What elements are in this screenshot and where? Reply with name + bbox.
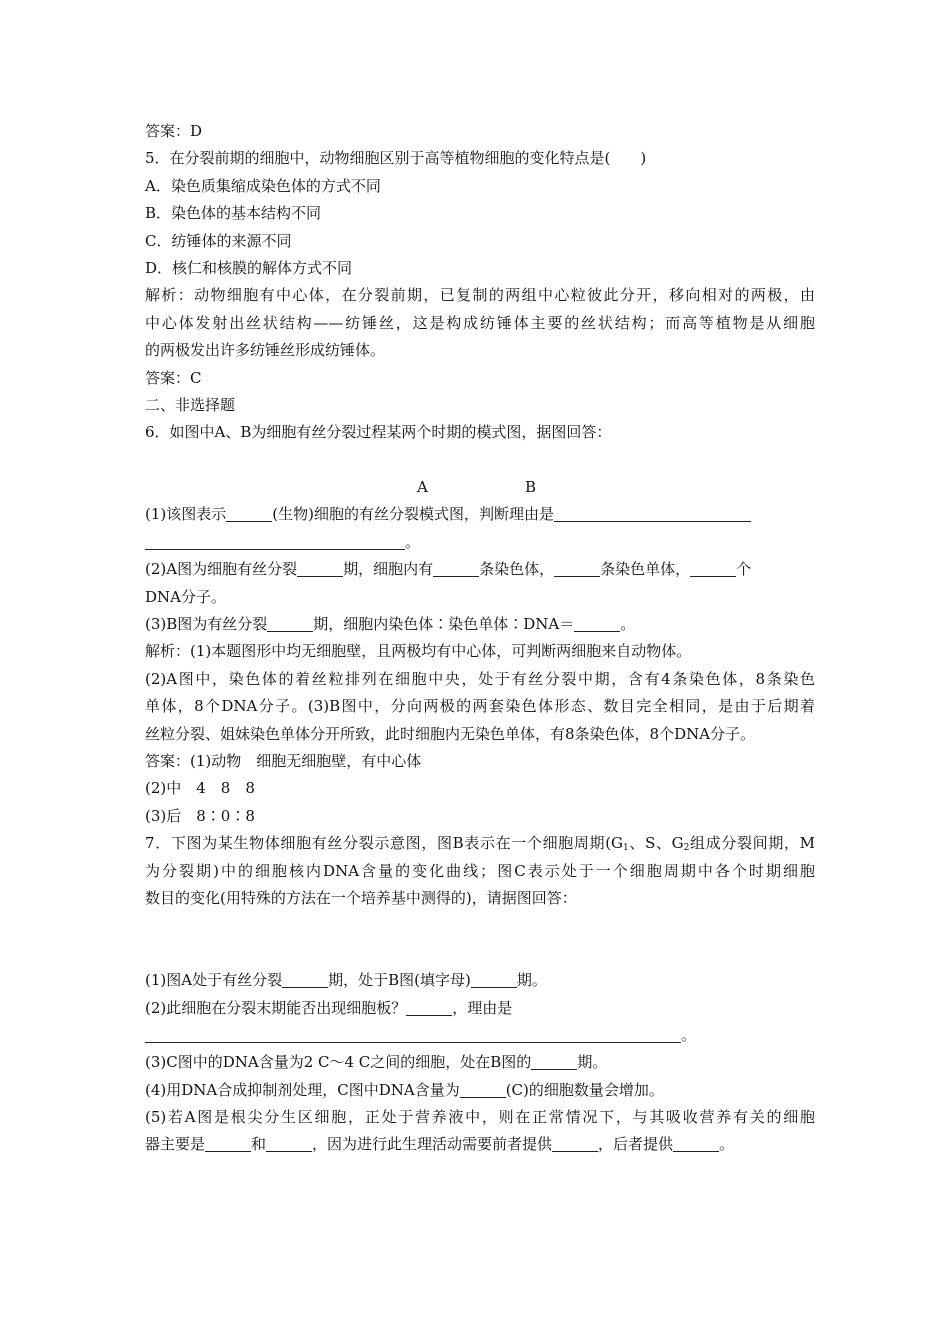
answer-6-line-1: 答案：(1)动物 细胞无细胞壁，有中心体 — [145, 751, 422, 770]
question-7-stem-line-3: 数目的变化(用特殊的方法在一个培养基中测得的)，请据图回答： — [145, 888, 577, 907]
blank[interactable] — [531, 1052, 577, 1070]
blank[interactable] — [145, 1025, 681, 1043]
option-c: C．纺锤体的来源不同 — [145, 231, 292, 250]
answer-5: 答案：C — [145, 368, 202, 387]
blank[interactable] — [471, 970, 517, 988]
blank[interactable] — [554, 504, 751, 522]
blank[interactable] — [552, 1134, 598, 1152]
question-7-stem-line-2: 为分裂期)中的细胞核内DNA含量的变化曲线；图C表示处于一个细胞周期中各个时期细胞 — [145, 861, 815, 880]
question-6-stem: 6．如图中A、B为细胞有丝分裂过程某两个时期的模式图，据图回答： — [145, 423, 612, 442]
blank[interactable] — [282, 970, 328, 988]
blank[interactable] — [554, 559, 600, 577]
figure-label-b: B — [525, 478, 537, 497]
option-b: B．染色体的基本结构不同 — [145, 204, 322, 223]
q6-part-1-cont: 。 — [145, 529, 815, 556]
blank[interactable] — [145, 532, 405, 550]
q7-part-1: (1)图A处于有丝分裂 期，处于B图(填字母) 期。 — [145, 971, 547, 990]
analysis-5-line-1: 解析：动物细胞有中心体，在分裂前期，已复制的两组中心粒彼此分开，移向相对的两极，由 — [145, 286, 815, 305]
analysis-6-line-1: 解析：(1)本题图形中均无细胞壁，且两极均有中心体，可判断两细胞来自动物体。 — [145, 642, 692, 661]
question-5-stem: 5．在分裂前期的细胞中，动物细胞区别于高等植物细胞的变化特点是( ) — [145, 149, 647, 168]
analysis-6-line-2: (2)A图中，染色体的着丝粒排列在细胞中央，处于有丝分裂中期，含有4条染色体，8条染色 — [145, 669, 815, 688]
q6-part-2-cont: DNA分子。 — [145, 587, 226, 606]
answer-6-line-3: (3)后 8∶0∶8 — [145, 806, 255, 825]
q6-part-1: (1)该图表示 (生物)细胞的有丝分裂模式图，判断理由是 — [145, 501, 815, 528]
blank[interactable] — [690, 559, 736, 577]
option-a: A．染色质集缩成染色体的方式不同 — [145, 176, 381, 195]
analysis-6-line-4: 丝粒分裂、姐妹染色单体分开所致，此时细胞内无染色单体，有8条染色体，8个DNA分子。 — [145, 724, 756, 743]
answer-6-line-2: (2)中 4 8 8 — [145, 779, 255, 798]
blank[interactable] — [574, 614, 620, 632]
q7-part-5-cont: 器主要是 和 ，因为进行此生理活动需要前者提供 ，后者提供 。 — [145, 1135, 735, 1154]
blank[interactable] — [673, 1134, 719, 1152]
q7-part-3: (3)C图中的DNA含量为2 C～4 C之间的细胞，处在B图的 期。 — [145, 1053, 608, 1072]
figure-label-a: A — [417, 478, 428, 497]
blank[interactable] — [460, 1080, 506, 1098]
blank[interactable] — [267, 614, 313, 632]
option-d: D．核仁和核膜的解体方式不同 — [145, 258, 353, 277]
analysis-5-line-2: 中心体发射出丝状结构——纺锤丝，这是构成纺锤体主要的丝状结构；而高等植物是从细胞 — [145, 313, 815, 332]
blank[interactable] — [266, 1134, 312, 1152]
section-heading: 二、非选择题 — [145, 395, 236, 414]
figure-labels — [145, 474, 815, 501]
q7-part-5: (5)若A图是根尖分生区细胞，正处于营养液中，则在正常情况下，与其吸收营养有关的细胞 — [145, 1108, 815, 1127]
answer-4: 答案：D — [145, 122, 203, 140]
blank[interactable] — [226, 504, 272, 522]
blank[interactable] — [406, 998, 452, 1016]
analysis-5-line-3: 的两极发出许多纺锤丝形成纺锤体。 — [145, 341, 386, 360]
q7-part-4: (4)用DNA合成抑制剂处理，C图中DNA含量为 (C)的细胞数量会增加。 — [145, 1080, 664, 1099]
document-page — [145, 118, 815, 1159]
question-7-stem-line-1: 7．下图为某生物体细胞有丝分裂示意图，图B表示在一个细胞周期($G_1$、S、$G_2$组成分裂间期，M — [145, 834, 816, 854]
analysis-6-line-3: 单体，8个DNA分子。(3)B图中，分向两极的两套染色体形态、数目完全相同，是由于后期着 — [145, 697, 815, 716]
q6-part-2: (2)A图为细胞有丝分裂 期，细胞内有 条染色体， 条染色单体， 个 — [145, 560, 752, 579]
q6-part-3: (3)B图为有丝分裂 期，细胞内染色体∶染色单体∶DNA＝ 。 — [145, 615, 636, 634]
blank[interactable] — [205, 1134, 251, 1152]
q7-part-2: (2)此细胞在分裂末期能否出现细胞板？ ，理由是 — [145, 998, 513, 1017]
q7-part-2-cont: 。 — [145, 1022, 815, 1049]
blank[interactable] — [433, 559, 479, 577]
blank[interactable] — [297, 559, 343, 577]
